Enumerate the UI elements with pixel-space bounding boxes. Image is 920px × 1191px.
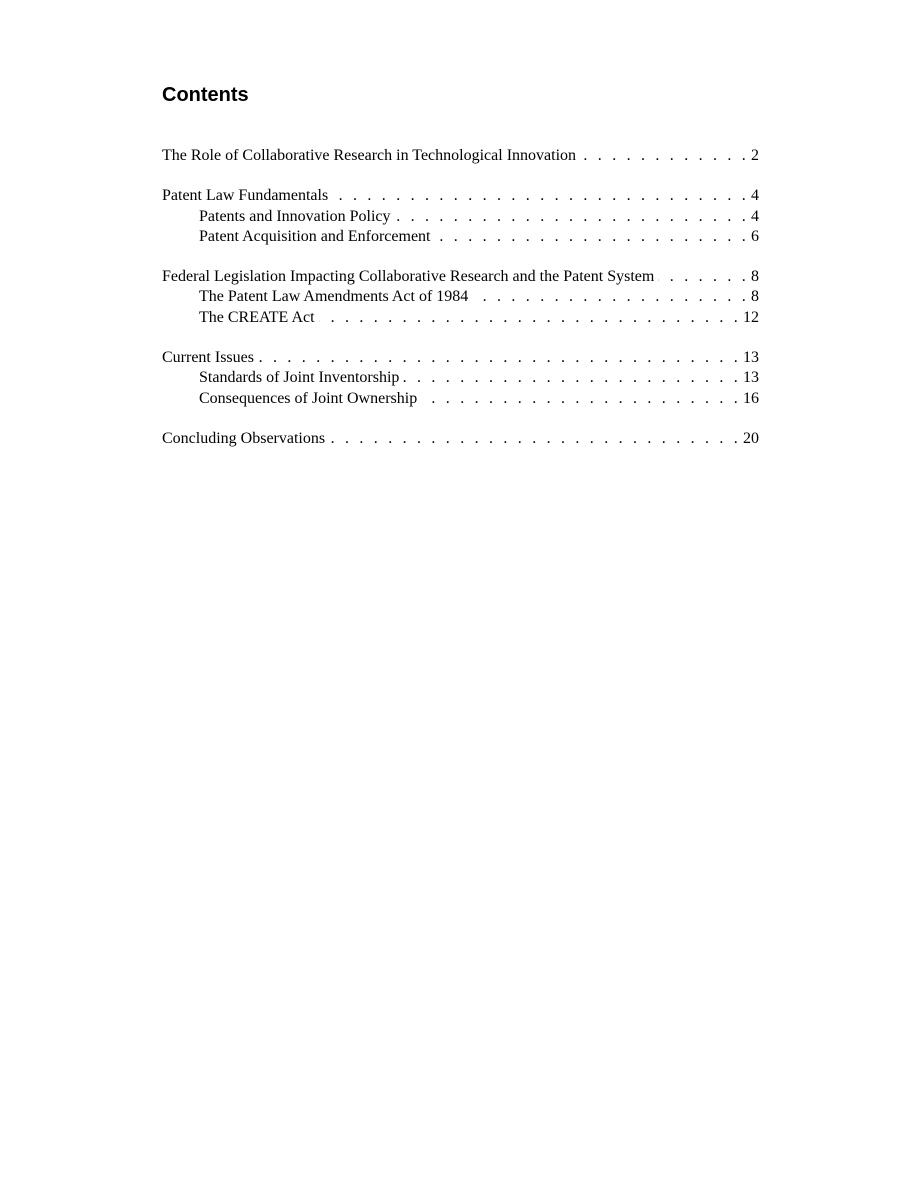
toc-page-number: 2 bbox=[751, 147, 759, 164]
toc-subentry[interactable] bbox=[162, 308, 759, 328]
toc-entry-title: The Patent Law Amendments Act of 1984 bbox=[199, 288, 469, 306]
toc-entry[interactable] bbox=[162, 429, 759, 449]
toc-entry[interactable] bbox=[162, 348, 759, 368]
toc-entry-title: Consequences of Joint Ownership bbox=[199, 389, 418, 407]
toc-page-number: 4 bbox=[751, 207, 759, 225]
toc-subentry[interactable] bbox=[162, 207, 759, 227]
dot-leader bbox=[421, 389, 741, 409]
dot-leader bbox=[580, 146, 749, 166]
toc-subentry[interactable] bbox=[162, 287, 759, 307]
toc-page-number: 16 bbox=[743, 389, 759, 407]
toc-entry-title: Concluding Observations bbox=[162, 429, 326, 447]
toc-entry-title: Federal Legislation Impacting Collaborative Research and the Patent System bbox=[162, 268, 655, 286]
toc-subentry[interactable] bbox=[162, 227, 759, 247]
toc-group-patent-law bbox=[162, 186, 759, 247]
toc-entry-title: The Role of Collaborative Research in Technological Innovation bbox=[162, 147, 577, 164]
contents-heading: Contents bbox=[162, 84, 249, 106]
toc-page-number: 6 bbox=[751, 227, 759, 245]
toc-entry-title: Patents and Innovation Policy bbox=[199, 207, 391, 225]
toc-entry-title: Patent Law Fundamentals bbox=[162, 187, 329, 205]
toc-subentry[interactable] bbox=[162, 368, 759, 388]
toc-subentry[interactable] bbox=[162, 389, 759, 409]
toc-page-number: 12 bbox=[743, 308, 759, 326]
toc-entry[interactable] bbox=[162, 267, 759, 287]
toc-page-number: 8 bbox=[751, 268, 759, 286]
dot-leader bbox=[319, 308, 741, 328]
toc-group-current-issues bbox=[162, 348, 759, 409]
toc-page-number: 20 bbox=[743, 429, 759, 447]
toc-page-number: 13 bbox=[743, 349, 759, 367]
dot-leader bbox=[435, 227, 750, 247]
dot-leader bbox=[658, 267, 749, 287]
toc-entry-title: The CREATE Act bbox=[199, 308, 315, 326]
dot-leader bbox=[258, 348, 741, 368]
dot-leader bbox=[403, 368, 741, 388]
toc-entry-title: Patent Acquisition and Enforcement bbox=[199, 227, 431, 245]
toc-entry-title: Current Issues bbox=[162, 349, 254, 367]
dot-leader bbox=[332, 186, 749, 206]
dot-leader bbox=[395, 207, 749, 227]
toc-group-conclusion bbox=[162, 429, 759, 449]
toc-entry[interactable] bbox=[162, 186, 759, 206]
toc-page-number: 13 bbox=[743, 369, 759, 387]
dot-leader bbox=[329, 429, 741, 449]
table-of-contents bbox=[162, 146, 759, 469]
toc-page-number: 4 bbox=[751, 187, 759, 205]
dot-leader bbox=[472, 287, 749, 307]
toc-entry-title: Standards of Joint Inventorship bbox=[199, 369, 400, 387]
toc-page-number: 8 bbox=[751, 288, 759, 306]
toc-entry[interactable] bbox=[162, 146, 759, 166]
toc-group-innovation bbox=[162, 146, 759, 166]
toc-group-federal-legislation bbox=[162, 267, 759, 328]
